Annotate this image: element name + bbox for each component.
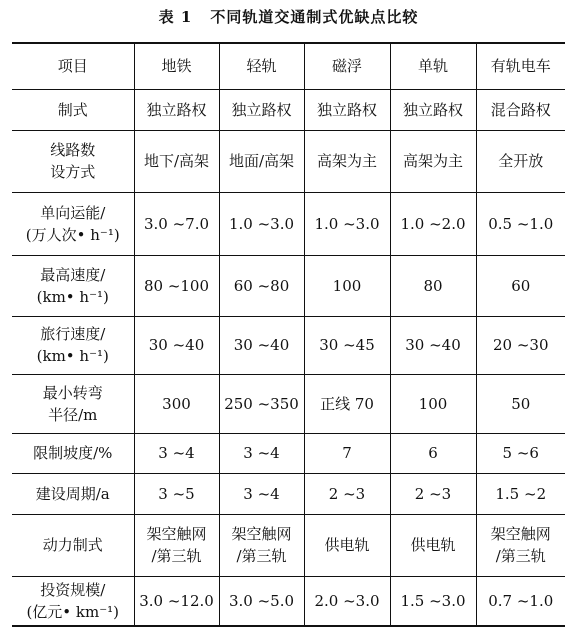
table-cell: 2.0 ~3.0	[304, 576, 390, 626]
header-cell: 单轨	[390, 43, 476, 89]
table-cell: 3.0 ~12.0	[134, 576, 219, 626]
table-cell: 3 ~4	[134, 433, 219, 473]
table-cell: 100	[304, 255, 390, 316]
caption-label: 表 1	[158, 8, 193, 26]
table-cell: 30 ~40	[390, 316, 476, 374]
table-cell: 地下/高架	[134, 130, 219, 192]
table-row	[12, 130, 565, 192]
table-caption	[0, 6, 577, 27]
table-cell: 0.5 ~1.0	[476, 192, 565, 255]
table-cell: 1.0 ~2.0	[390, 192, 476, 255]
table-row	[12, 316, 565, 374]
table-cell: 高架为主	[304, 130, 390, 192]
table-cell: 30 ~40	[219, 316, 304, 374]
table-cell: 60 ~80	[219, 255, 304, 316]
table-cell: 2 ~3	[304, 473, 390, 514]
table-cell: 2 ~3	[390, 473, 476, 514]
table-cell: 3 ~4	[219, 433, 304, 473]
table-row	[12, 433, 565, 473]
table-cell: 独立路权	[134, 89, 219, 130]
table-cell: 供电轨	[304, 514, 390, 576]
table-cell: 30 ~40	[134, 316, 219, 374]
table-cell: 3 ~5	[134, 473, 219, 514]
table-cell: 高架为主	[390, 130, 476, 192]
header-cell: 轻轨	[219, 43, 304, 89]
table-cell: 混合路权	[476, 89, 565, 130]
table-cell: 架空触网 /第三轨	[476, 514, 565, 576]
row-label: 单向运能/ (万人次• h⁻¹)	[12, 192, 134, 255]
table-cell: 独立路权	[304, 89, 390, 130]
table-cell: 架空触网 /第三轨	[219, 514, 304, 576]
table-cell: 3.0 ~5.0	[219, 576, 304, 626]
table-cell: 6	[390, 433, 476, 473]
table-cell: 300	[134, 374, 219, 433]
table-row	[12, 374, 565, 433]
header-cell: 磁浮	[304, 43, 390, 89]
table-cell: 60	[476, 255, 565, 316]
table-cell: 全开放	[476, 130, 565, 192]
table-cell: 0.7 ~1.0	[476, 576, 565, 626]
table-cell: 3.0 ~7.0	[134, 192, 219, 255]
row-label: 最高速度/ (km• h⁻¹)	[12, 255, 134, 316]
comparison-table	[12, 42, 565, 627]
caption-title: 不同轨道交通制式优缺点比较	[210, 8, 419, 26]
table-cell: 1.0 ~3.0	[219, 192, 304, 255]
row-label: 线路数 设方式	[12, 130, 134, 192]
table-cell: 架空触网 /第三轨	[134, 514, 219, 576]
table-row	[12, 514, 565, 576]
table-cell: 地面/高架	[219, 130, 304, 192]
table-cell: 250 ~350	[219, 374, 304, 433]
row-label: 投资规模/ (亿元• km⁻¹)	[12, 576, 134, 626]
table-cell: 正线 70	[304, 374, 390, 433]
table-cell: 1.5 ~3.0	[390, 576, 476, 626]
header-cell: 地铁	[134, 43, 219, 89]
table-cell: 1.0 ~3.0	[304, 192, 390, 255]
row-label: 制式	[12, 89, 134, 130]
table-cell: 7	[304, 433, 390, 473]
table-row	[12, 89, 565, 130]
table-cell: 80	[390, 255, 476, 316]
row-label: 最小转弯 半径/m	[12, 374, 134, 433]
row-label: 动力制式	[12, 514, 134, 576]
table-cell: 独立路权	[390, 89, 476, 130]
table-cell: 50	[476, 374, 565, 433]
table-cell: 1.5 ~2	[476, 473, 565, 514]
table-row	[12, 192, 565, 255]
row-label: 建设周期/a	[12, 473, 134, 514]
table-cell: 20 ~30	[476, 316, 565, 374]
header-cell: 有轨电车	[476, 43, 565, 89]
table-cell: 3 ~4	[219, 473, 304, 514]
row-label: 限制坡度/%	[12, 433, 134, 473]
table-row	[12, 576, 565, 626]
table-cell: 5 ~6	[476, 433, 565, 473]
table-header-row	[12, 43, 565, 89]
table-cell: 30 ~45	[304, 316, 390, 374]
table-cell: 供电轨	[390, 514, 476, 576]
table-cell: 100	[390, 374, 476, 433]
table-cell: 独立路权	[219, 89, 304, 130]
table-cell: 80 ~100	[134, 255, 219, 316]
table-row	[12, 473, 565, 514]
row-label: 旅行速度/ (km• h⁻¹)	[12, 316, 134, 374]
header-cell: 项目	[12, 43, 134, 89]
table-row	[12, 255, 565, 316]
